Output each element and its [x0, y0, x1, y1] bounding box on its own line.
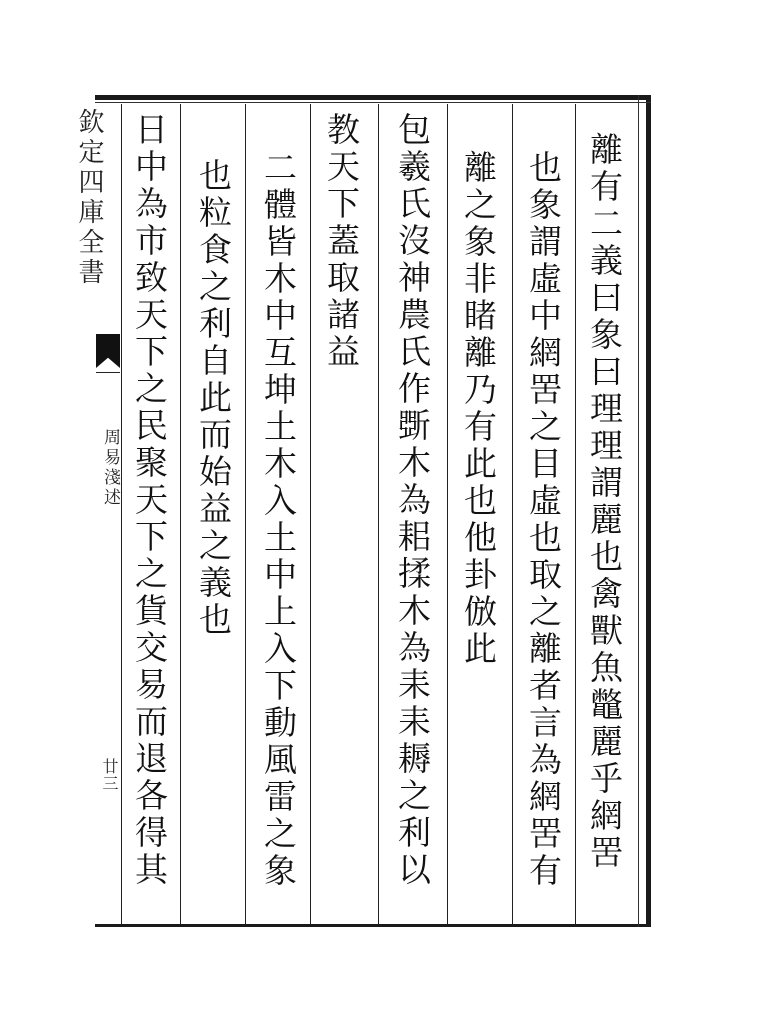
book-title: 周易淺述 — [100, 428, 120, 508]
text-column-7: 也粒食之利自此而始益之義也 — [194, 158, 233, 639]
frame-inner-top-line — [95, 102, 651, 103]
column-rule — [512, 104, 513, 924]
column-rule — [378, 104, 379, 924]
column-rule — [447, 104, 448, 924]
running-header-fragment: 欽定四庫全書 — [74, 108, 104, 288]
text-column-4: 包羲氏沒神農氏作斲木為耜揉木為耒耒耨之利以 — [393, 112, 432, 889]
text-column-6: 二體皆木中互坤土木入土中上入下動風雷之象 — [259, 150, 298, 890]
column-rule — [245, 104, 246, 924]
column-rule — [180, 104, 181, 924]
fishtail-rule — [96, 372, 120, 373]
text-column-3: 離之象非睹離乃有此也他卦倣此 — [459, 150, 498, 668]
text-column-1: 離有二義曰象曰理理謂麗也禽獸魚鼈麗乎網罟 — [585, 132, 624, 872]
column-rule — [121, 104, 122, 924]
page-number: 廿三 — [100, 758, 119, 792]
text-column-5: 教天下蓋取諸益 — [322, 112, 361, 371]
text-column-2: 也象謂虛中網罟之目虛也取之離者言為網罟有 — [524, 150, 563, 890]
column-rule — [575, 104, 576, 924]
text-column-8: 日中為市致天下之民聚天下之貨交易而退各得其 — [130, 112, 169, 889]
frame-inner-right-line — [638, 95, 639, 927]
column-rule — [310, 104, 311, 924]
page-frame — [95, 95, 651, 927]
